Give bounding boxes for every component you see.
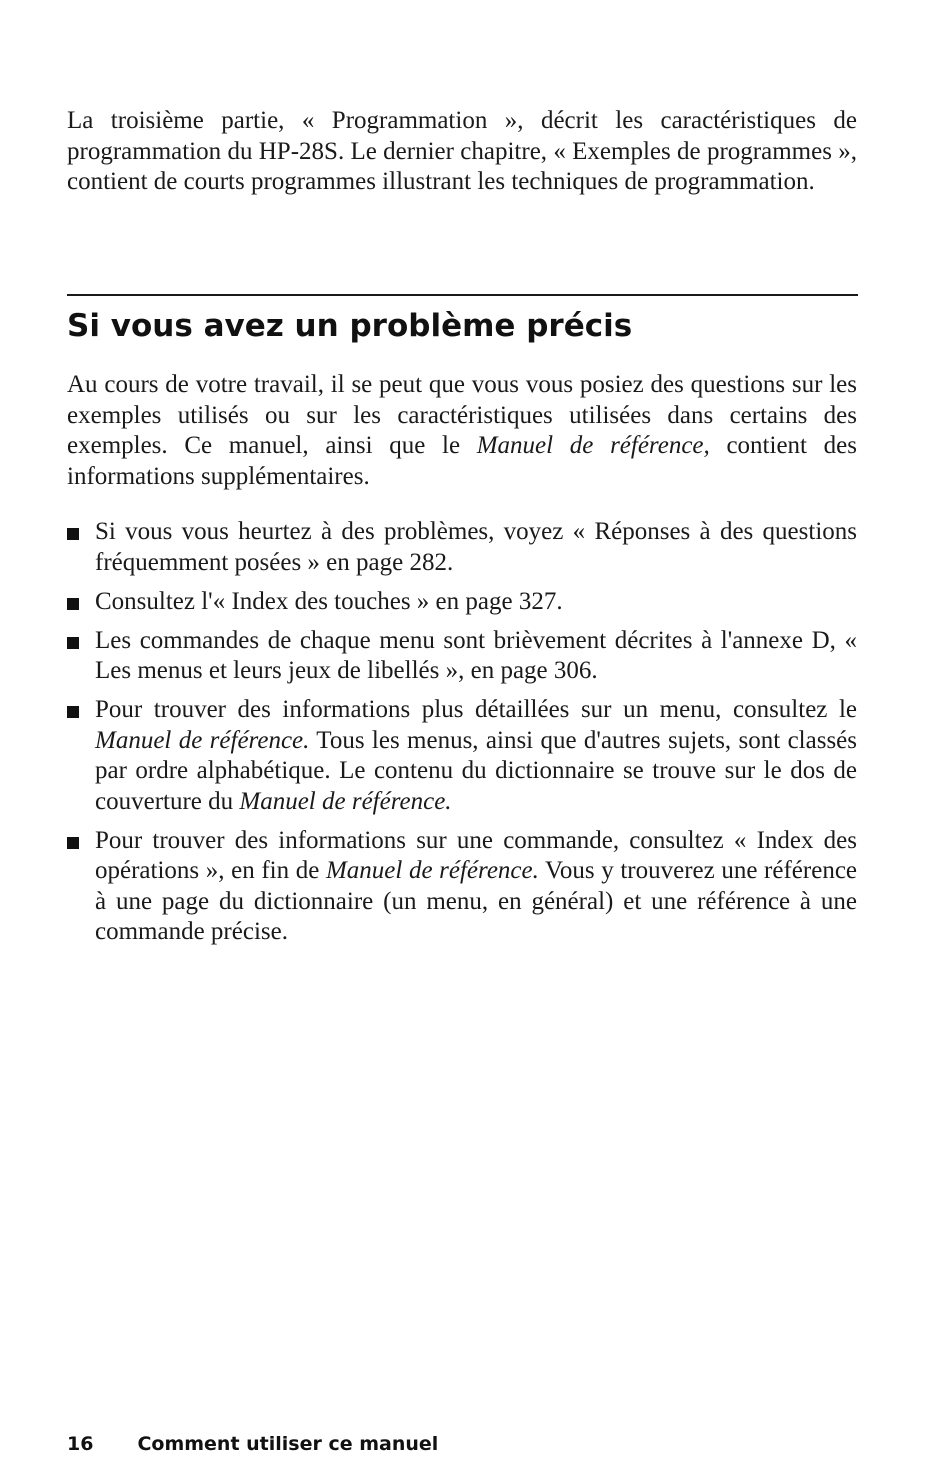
manual-reference: Manuel de référence. — [95, 726, 310, 754]
section-paragraph-text-2: contient des informations supplémentaires. — [67, 432, 858, 490]
bullet-square-icon — [67, 837, 79, 849]
bullet-square-icon — [67, 598, 79, 610]
list-item-text: Consultez l'« Index des touches » en page 327. — [95, 587, 563, 615]
section-paragraph — [67, 370, 857, 492]
chapter-title: Comment utiliser ce manuel — [137, 1433, 439, 1455]
list-item — [67, 517, 857, 578]
list-item-text: Les commandes de chaque menu sont brièvement décrites à l'annexe D, « Les menus et leurs jeux de libellés », en page 306. — [95, 626, 857, 684]
list-item — [67, 626, 857, 687]
list-item-text: Si vous vous heurtez à des problèmes, voyez « Réponses à des questions fréquemment posées » en page 282. — [95, 518, 857, 576]
intro-paragraph: La troisième partie, « Programmation », décrit les caractéristiques de programmation du HP-28S. Le dernier chapitre, « Exemples de programmes », contient de courts programmes illustrant les techniques de programmation. — [67, 107, 857, 195]
page-footer — [67, 1432, 438, 1456]
list-item — [67, 826, 857, 948]
list-item-text: Pour trouver des informations plus détaillées sur un menu, consultez le — [95, 696, 857, 723]
manual-reference: Manuel de référence, — [476, 432, 710, 459]
bullet-square-icon — [67, 528, 79, 540]
section-divider — [67, 294, 858, 296]
section-paragraph-text-1: Au cours de votre travail, il se peut que vous vous posiez des questions sur les exemples utilisés ou sur les caractéristiques utilisées dans certains des exemples. Ce manuel, ainsi que le — [67, 371, 857, 459]
section-heading: Si vous avez un problème précis — [67, 308, 633, 344]
list-item — [67, 587, 857, 618]
list-item-text: Tous les menus, ainsi que d'autres sujets, sont classés par ordre alphabétique. Le contenu du dictionnaire se trouve sur le dos de couverture du — [95, 726, 857, 815]
page-number: 16 — [67, 1433, 94, 1455]
list-item-text: Pour trouver des informations sur une commande, consultez « Index des opérations », en fin de — [95, 826, 857, 884]
manual-reference: Manuel de référence. — [239, 787, 452, 815]
bullet-square-icon — [67, 706, 79, 718]
list-item-text: Vous y trouverez une référence à une page du dictionnaire (un menu, en général) et une référence à une commande précise. — [95, 857, 858, 945]
manual-reference: Manuel de référence. — [325, 857, 539, 884]
list-item — [67, 695, 857, 817]
bullet-square-icon — [67, 637, 79, 649]
bullet-list — [67, 517, 857, 956]
